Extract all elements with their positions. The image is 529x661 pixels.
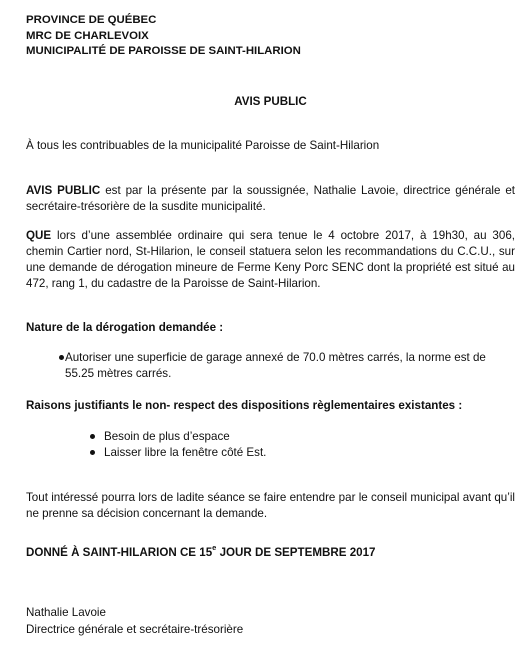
raisons-item-2: Laisser libre la fenêtre côté Est. [104, 446, 267, 459]
header-province: PROVINCE DE QUÉBEC [26, 14, 157, 26]
signature-role: Directrice générale et secrétaire-trésorière [26, 623, 244, 636]
given-prefix: DONNÉ À SAINT-HILARION CE 15 [26, 546, 213, 559]
header-mrc: MRC DE CHARLEVOIX [26, 29, 149, 42]
que-paragraph [26, 228, 515, 292]
notice-title: AVIS PUBLIC [234, 95, 307, 108]
raisons-item-1: Besoin de plus d’espace [104, 430, 230, 443]
que-text: lors d’une assemblée ordinaire qui sera tenue le 4 octobre 2017, à 19h30, au 306, chemin Cartier nord, St-Hilarion, le conseil statuera selon les recommandations du C.C.U., sur une demande de dérogation mineure de Ferme Keny Porc SENC dont la propriété est situé au 472, rang 1, du cadastre de la Paroisse de Saint-Hilarion. [26, 229, 515, 290]
intro-paragraph [26, 183, 515, 215]
header-municipality: MUNICIPALITÉ DE PAROISSE DE SAINT-HILARION [26, 45, 301, 57]
salutation: À tous les contribuables de la municipalité Paroisse de Saint-Hilarion [26, 139, 380, 152]
que-lead: QUE [26, 229, 52, 242]
signature-name: Nathalie Lavoie [26, 606, 106, 619]
nature-heading: Nature de la dérogation demandée : [26, 321, 224, 334]
given-line [26, 545, 515, 561]
nature-item: Autoriser une superficie de garage annexé de 70.0 mètres carrés, la norme est de 55.25 mètres carrés. [65, 351, 486, 380]
bullet-icon [59, 355, 64, 360]
raisons-heading: Raisons justifiants le non- respect des dispositions règlementaires existantes : [26, 399, 463, 412]
given-sup: e [212, 543, 217, 553]
intro-text: est par la présente par la soussignée, Nathalie Lavoie, directrice générale et secrétaire-trésorière de la susdite municipalité. [26, 184, 516, 213]
document-header [26, 13, 301, 60]
bullet-icon [90, 450, 95, 455]
intro-lead: AVIS PUBLIC [26, 184, 101, 197]
given-suffix: JOUR DE SEPTEMBRE 2017 [216, 546, 376, 559]
bullet-icon [90, 434, 95, 439]
closing-paragraph: Tout intéressé pourra lors de ladite séance se faire entendre par le conseil municipal avant qu’il ne prenne sa décision concernant la demande. [26, 491, 515, 520]
